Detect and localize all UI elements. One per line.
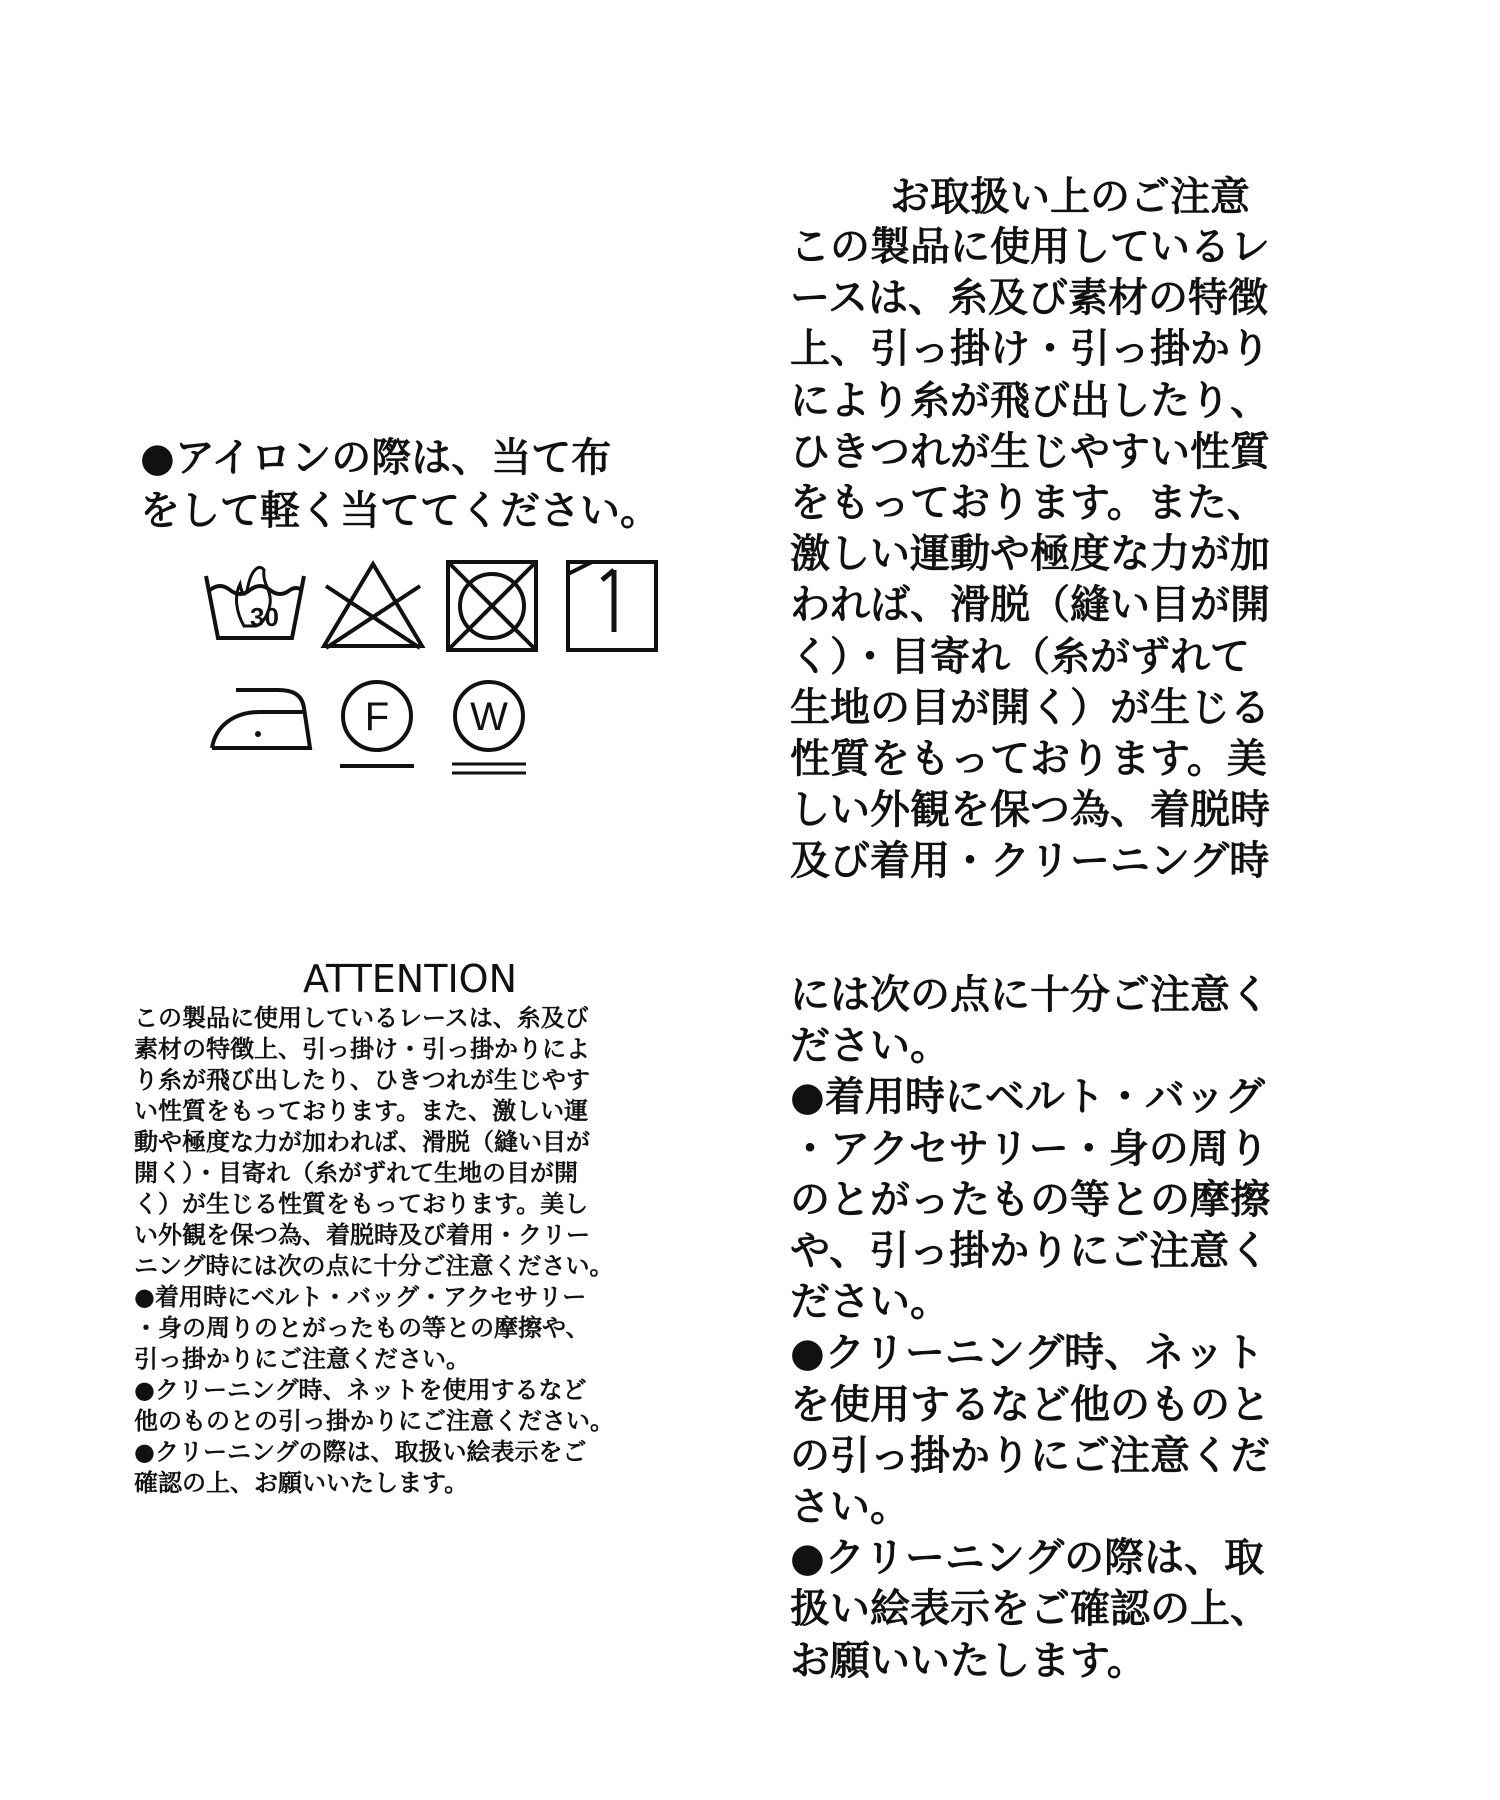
- attention-line: い性質をもっております。また、激しい運: [134, 1097, 589, 1125]
- attention-line: り糸が飛び出したり、ひきつれが生じやす: [134, 1066, 590, 1094]
- notice-line: ださい。: [790, 1023, 950, 1070]
- no-tumble-dry-icon: [442, 556, 542, 656]
- notice-line: ●クリーニングの際は、取: [790, 1535, 1265, 1582]
- notice-line: の引っ掛かりにご注意くだ: [790, 1432, 1270, 1479]
- notice-line: により糸が飛び出したり、: [790, 377, 1270, 424]
- care-symbols-row-1: [200, 556, 662, 656]
- notice-line: 性質をもっております。美: [790, 736, 1267, 783]
- notice-body-top: [790, 222, 1330, 888]
- attention-line: 動や極度な力が加われば、滑脱（縫い目が: [134, 1128, 590, 1156]
- wet-clean-letter: W: [470, 695, 508, 739]
- attention-line: 確認の上、お願いいたします。: [134, 1469, 469, 1497]
- notice-line: お願いいたします。: [790, 1637, 1147, 1684]
- hand-wash-icon: [200, 556, 310, 656]
- notice-line: ースは、糸及び素材の特徴: [790, 275, 1268, 322]
- notice-line: ・アクセサリー・身の周り: [790, 1125, 1269, 1172]
- notice-line: ださい。: [790, 1279, 950, 1326]
- notice-line: く）・目寄れ（糸がずれて: [790, 633, 1250, 680]
- attention-line: く）が生じる性質をもっております。美し: [134, 1190, 589, 1218]
- notice-title: お取扱い上のご注意: [890, 174, 1250, 220]
- wet-clean-w-icon: [444, 678, 534, 778]
- dry-clean-letter: F: [364, 695, 390, 739]
- notice-line: ●着用時にベルト・バッグ: [790, 1074, 1265, 1121]
- iron-note-line: をして軽く当ててください。: [140, 488, 660, 534]
- attention-line: 引っ掛かりにご注意ください。: [134, 1345, 470, 1373]
- attention-line: ●着用時にベルト・バッグ・アクセサリー: [134, 1283, 587, 1311]
- notice-line: のとがったもの等との摩擦: [790, 1176, 1270, 1223]
- attention-line: 他のものとの引っ掛かりにご注意ください。: [134, 1407, 614, 1435]
- attention-line: ・身の周りのとがったもの等との摩擦や、: [134, 1314, 590, 1342]
- notice-line: さい。: [790, 1484, 910, 1531]
- notice-line: われば、滑脱（縫い目が開: [790, 582, 1270, 629]
- attention-title: ATTENTION: [303, 957, 517, 1001]
- attention-line: ●クリーニングの際は、取扱い絵表示をご: [134, 1438, 587, 1466]
- attention-line: この製品に使用しているレースは、糸及び: [134, 1004, 589, 1032]
- notice-line: 生地の目が開く）が生じる: [790, 684, 1270, 731]
- attention-line: い外観を保つ為、着脱時及び着用・クリー: [134, 1221, 590, 1249]
- line-dry-shade-icon: [562, 556, 662, 656]
- notice-line: ●クリーニング時、ネット: [790, 1330, 1265, 1377]
- attention-line: 開く）・目寄れ（糸がずれて生地の目が開: [134, 1159, 578, 1187]
- notice-line: を使用するなど他のものと: [790, 1381, 1270, 1428]
- iron-low-icon: [206, 678, 316, 758]
- attention-line: 素材の特徴上、引っ掛け・引っ掛かりによ: [134, 1035, 590, 1063]
- iron-care-note: [140, 432, 740, 538]
- notice-line: をもっております。また、: [790, 480, 1267, 527]
- attention-line: ●クリーニング時、ネットを使用するなど: [134, 1376, 587, 1404]
- care-symbols-row-2: [206, 678, 534, 778]
- dry-clean-f-icon: [332, 678, 422, 778]
- notice-line: ひきつれが生じやすい性質: [790, 428, 1270, 475]
- notice-line: 激しい運動や極度な力が加: [790, 531, 1270, 578]
- notice-line: 扱い絵表示をご確認の上、: [790, 1586, 1270, 1633]
- no-bleach-icon: [318, 556, 428, 656]
- notice-line: 及び着用・クリーニング時: [790, 838, 1270, 885]
- svg-text:30: 30: [250, 602, 279, 632]
- notice-line: には次の点に十分ご注意く: [790, 972, 1270, 1018]
- notice-body-bottom: [790, 970, 1330, 1687]
- notice-line: 上、引っ掛け・引っ掛かり: [790, 326, 1270, 373]
- notice-line: この製品に使用しているレ: [790, 224, 1270, 270]
- notice-line: や、引っ掛かりにご注意く: [790, 1228, 1270, 1275]
- attention-line: ニング時には次の点に十分ご注意ください。: [134, 1252, 614, 1280]
- notice-line: しい外観を保つ為、着脱時: [790, 787, 1270, 834]
- iron-note-line: ●アイロンの際は、当て布: [140, 435, 612, 481]
- attention-body: [134, 1003, 694, 1499]
